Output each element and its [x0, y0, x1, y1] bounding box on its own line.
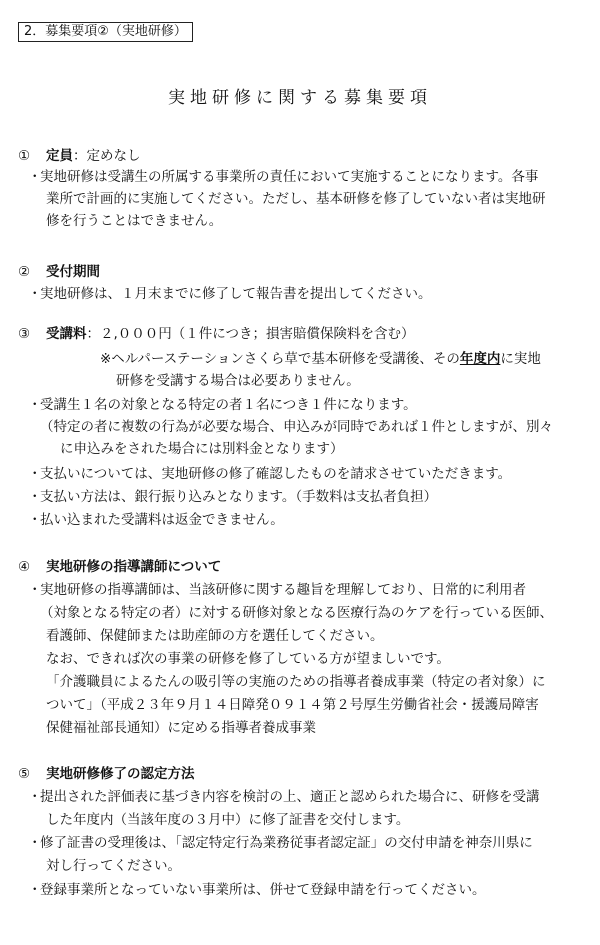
sec4-line-5: 「介護職員によるたんの吸引等の実施のための指導者養成事業（特定の者対象）に	[46, 674, 546, 690]
section-4-number: ④	[18, 559, 31, 575]
sec3-b1-sub-l2: に申込みをされた場合には別料金となります）	[60, 441, 344, 457]
page-title: 実地研修に関する募集要項	[168, 88, 432, 108]
sec4-line-7: 保健福祉部長通知）に定める指導者養成事業	[46, 720, 316, 736]
bullet: ・	[28, 882, 42, 898]
section-1-number: ①	[18, 148, 31, 164]
sec1-b1-l1: 実地研修は受講生の所属する事業所の責任において実施することになります。各事	[40, 169, 539, 185]
sec3-b3: 支払い方法は、銀行振り込みとなります。（手数料は支払者負担）	[40, 489, 438, 505]
section-3-heading-text: 受講料	[46, 326, 87, 342]
bullet: ・	[28, 286, 42, 302]
sec4-line-6: ついて」（平成２３年９月１４日障発０９１４第２号厚生労働省社会・援護局障害	[46, 697, 539, 713]
bullet: ・	[28, 512, 42, 528]
bullet: ・	[28, 489, 42, 505]
sec5-b1-l1: 提出された評価表に基づき内容を検討の上、適正と認められた場合に、研修を受講	[40, 789, 540, 805]
sec5-b2-l1: 修了証書の受理後は、「認定特定行為業務従事者認定証」の交付申請を神奈川県に	[40, 835, 533, 851]
section-3-number: ③	[18, 326, 31, 342]
sec1-b1-l3: 修を行うことはできません。	[46, 213, 223, 229]
bullet: ・	[28, 397, 42, 413]
sec3-note-a: ※ヘルパーステーションさくら草で基本研修を受講後、その	[100, 351, 460, 367]
sec3-note-l2: 研修を受講する場合は必要ありません。	[116, 373, 360, 389]
sec3-note-b: に実地	[500, 351, 541, 367]
sec4-line-2: （対象となる特定の者）に対する研修対象となる医療行為のケアを行っている医師、	[40, 605, 553, 621]
sec4-line-1: 実地研修の指導講師は、当該研修に関する趣旨を理解しており、日常的に利用者	[40, 582, 526, 598]
section-5-heading: 実地研修修了の認定方法	[46, 766, 195, 782]
sec3-b4: 払い込まれた受講料は返金できません。	[40, 512, 284, 528]
bullet: ・	[28, 466, 42, 482]
section-5-number: ⑤	[18, 766, 31, 782]
sec3-note-l1	[100, 349, 541, 369]
section-3-heading	[46, 324, 415, 344]
sec4-line-3: 看護師、保健師または助産師の方を選任してください。	[46, 628, 384, 644]
bullet: ・	[28, 169, 42, 185]
sec5-b3: 登録事業所となっていない事業所は、併せて登録申請を行ってください。	[40, 882, 486, 898]
section-2-heading: 受付期間	[46, 264, 100, 280]
bullet: ・	[28, 582, 42, 598]
sec3-b1: 受講生１名の対象となる特定の者１名につき１件になります。	[40, 397, 417, 413]
section-1-heading-text: 定員	[46, 148, 73, 164]
bullet: ・	[28, 835, 42, 851]
section-1-heading	[46, 146, 141, 166]
section-2-number: ②	[18, 264, 31, 280]
sec3-note-emphasis: 年度内	[459, 351, 501, 367]
bullet: ・	[28, 789, 42, 805]
sec4-line-4: なお、できれば次の事業の研修を修了している方が望ましいです。	[46, 651, 450, 667]
section-1-heading-tail: ：定めなし	[73, 148, 141, 164]
sec5-b2-l2: 対し行ってください。	[46, 858, 181, 874]
section-4-heading: 実地研修の指導講師について	[46, 559, 222, 575]
section-3-heading-tail: ：２,０００円（１件につき；損害賠償保険料を含む）	[86, 326, 415, 342]
sec5-b1-l2: した年度内（当該年度の３月中）に修了証書を交付します。	[46, 812, 410, 828]
sec1-b1-l2: 業所で計画的に実施してください。ただし、基本研修を修了していない者は実地研	[46, 191, 546, 207]
section-label: 2．募集要項②（実地研修）	[18, 22, 193, 42]
sec3-b2: 支払いについては、実地研修の修了確認したものを請求させていただきます。	[40, 466, 512, 482]
sec2-b1: 実地研修は、１月末までに修了して報告書を提出してください。	[40, 286, 432, 302]
sec3-b1-sub-l1: （特定の者に複数の行為が必要な場合、申込みが同時であれば１件としますが、別々	[40, 419, 553, 435]
